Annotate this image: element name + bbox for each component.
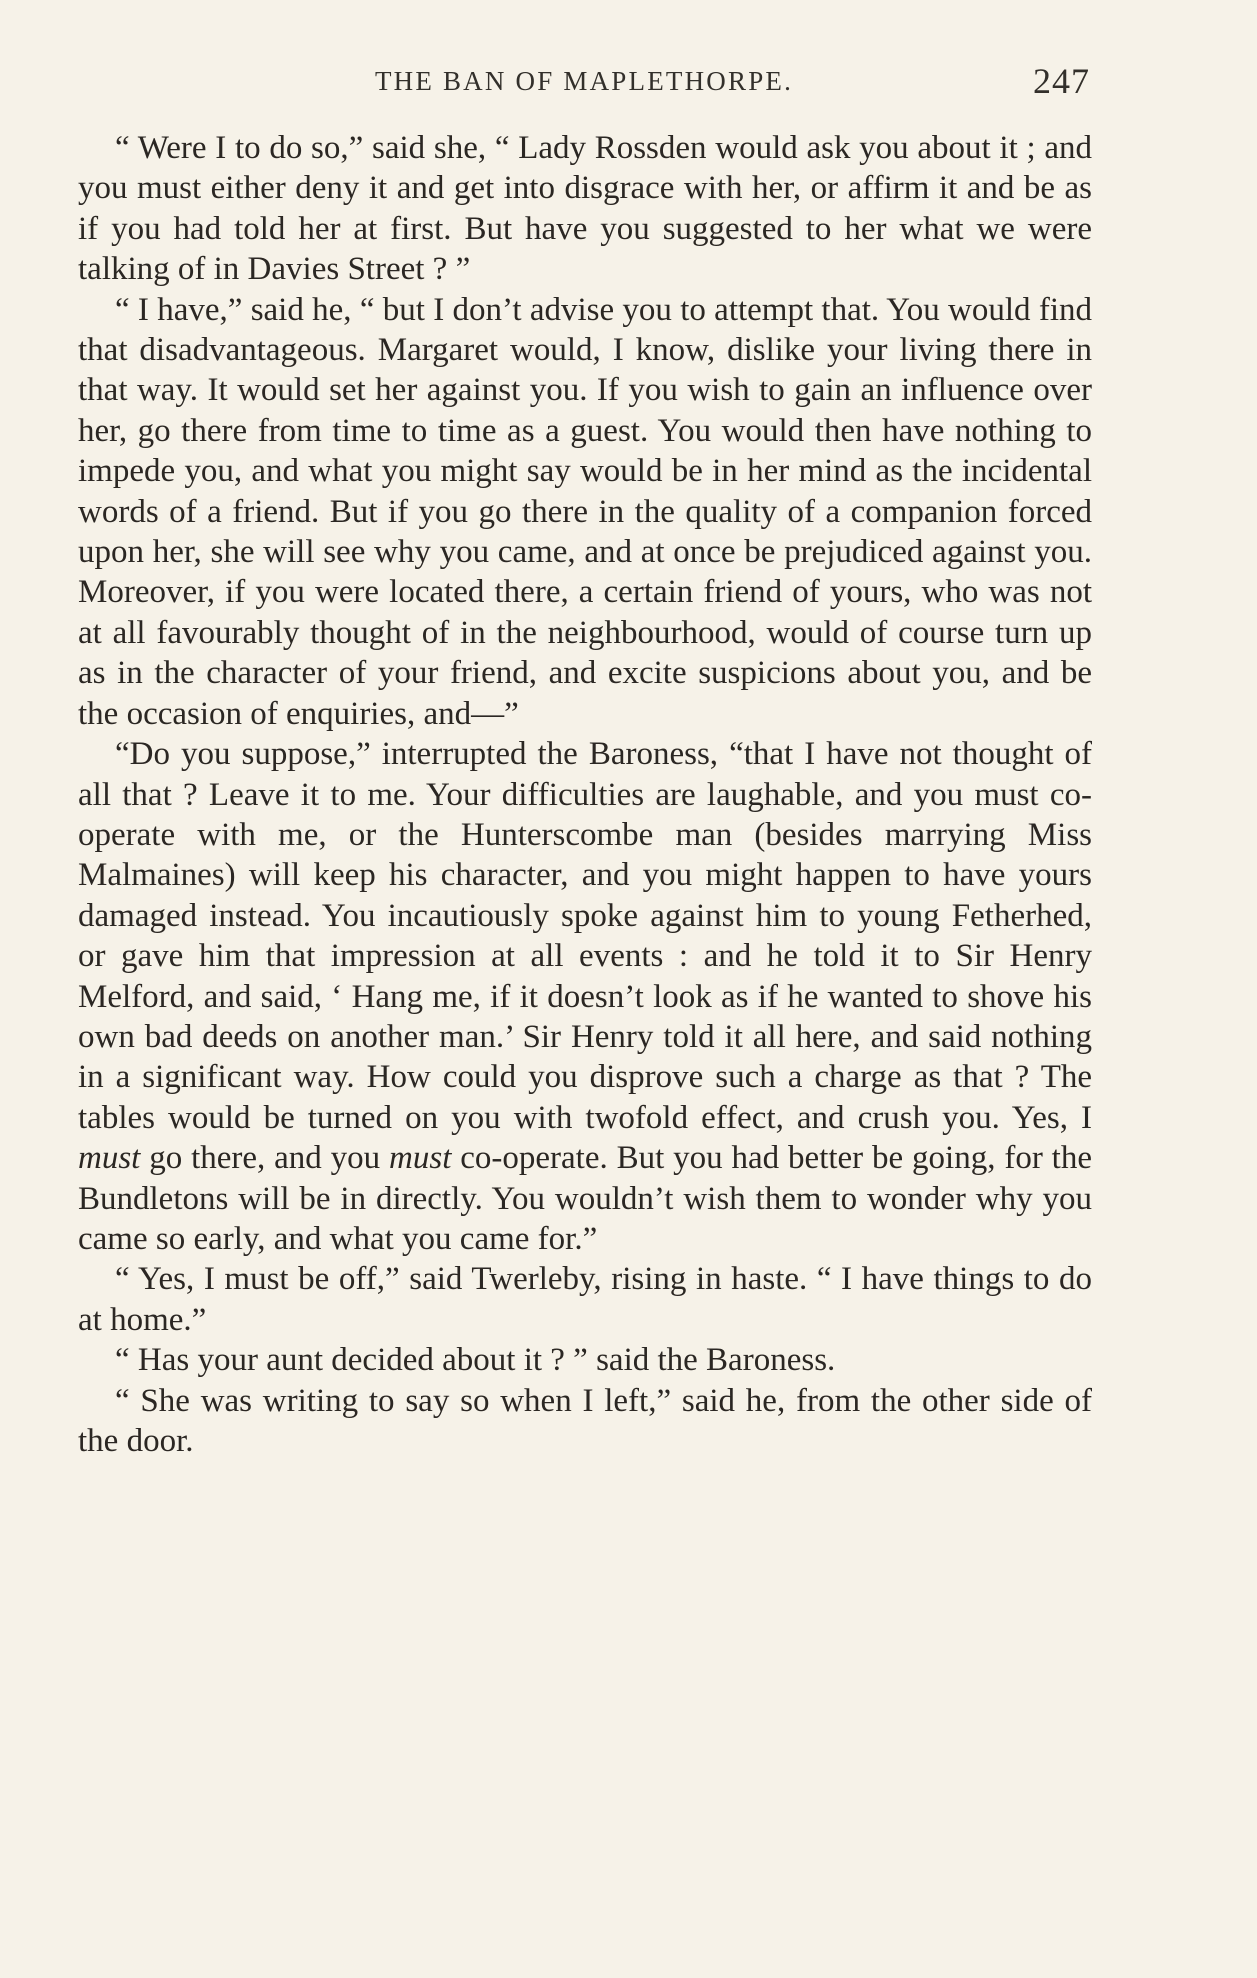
paragraph-text: “ Were I to do so,” said she, “ Lady Rossden would ask you about it ; and you must either deny it and get into disgrace with her, or affirm it and be as if you had told her at first. But have you suggested to her what we were talking of in Davies Street ? ” <box>78 130 1092 288</box>
paragraph-text: “Do you suppose,” interrupted the Baroness, “that I have not thought of all that ? Leave it to me. Your difficulties are laughable, and you must co-operate with me, or the Hunterscombe man (besides marrying Miss Malmaines) will keep his character, and you might happen to have yours damaged instead. You incautiously spoke against him to young Fetherhed, or gave him that impression at all events : and he told it to Sir Henry Melford, and said, ‘ Hang me, if it doesn’t look as if he wanted to shove his own bad deeds on another man.’ Sir Henry told it all here, and said nothing in a significant way. How could you disprove such a charge as that ? The tables would be turned on you with twofold effect, and crush you. Yes, I <box>78 736 1092 1136</box>
paragraph-text: “ Has your aunt decided about it ? ” said the Baroness. <box>115 1342 836 1379</box>
paragraph <box>78 1340 1092 1380</box>
page-number: 247 <box>1033 61 1090 101</box>
paragraph-text: “ She was writing to say so when I left,” said he, from the other side of the door. <box>78 1382 1092 1459</box>
running-head <box>78 58 1090 108</box>
emphasis-must: must <box>78 1140 141 1177</box>
paragraph <box>78 290 1092 734</box>
running-title: THE BAN OF MAPLETHORPE. <box>374 66 794 96</box>
body-text <box>78 128 1092 1461</box>
paragraph-text: “ Yes, I must be off,” said Twerleby, rising in haste. “ I have things to do at home.” <box>78 1261 1092 1338</box>
paragraph <box>78 128 1092 290</box>
paragraph <box>78 1381 1092 1462</box>
emphasis-must: must <box>389 1140 452 1177</box>
paragraph-text: co-operate. But you had better be going, for the Bundletons will be in directly. You wouldn’t wish them to wonder why you came so early, and what you came for.” <box>78 1140 1092 1257</box>
paragraph-text: “ I have,” said he, “ but I don’t advise you to attempt that. You would find that disadvantageous. Margaret would, I know, dislike your living there in that way. It would set her against you. If you wish to gain an influence over her, go there from time to time as a guest. You would then have nothing to impede you, and what you might say would be in her mind as the incidental words of a friend. But if you go there in the quality of a companion forced upon her, she will see why you came, and at once be prejudiced against you. Moreover, if you were located there, a certain friend of yours, who was not at all favourably thought of in the neighbourhood, would of course turn up as in the character of your friend, and excite suspicions about you, and be the occasion of enquiries, and—” <box>78 291 1092 732</box>
paragraph <box>78 1259 1092 1340</box>
paragraph-text: go there, and you <box>140 1140 390 1177</box>
paragraph <box>78 734 1092 1259</box>
